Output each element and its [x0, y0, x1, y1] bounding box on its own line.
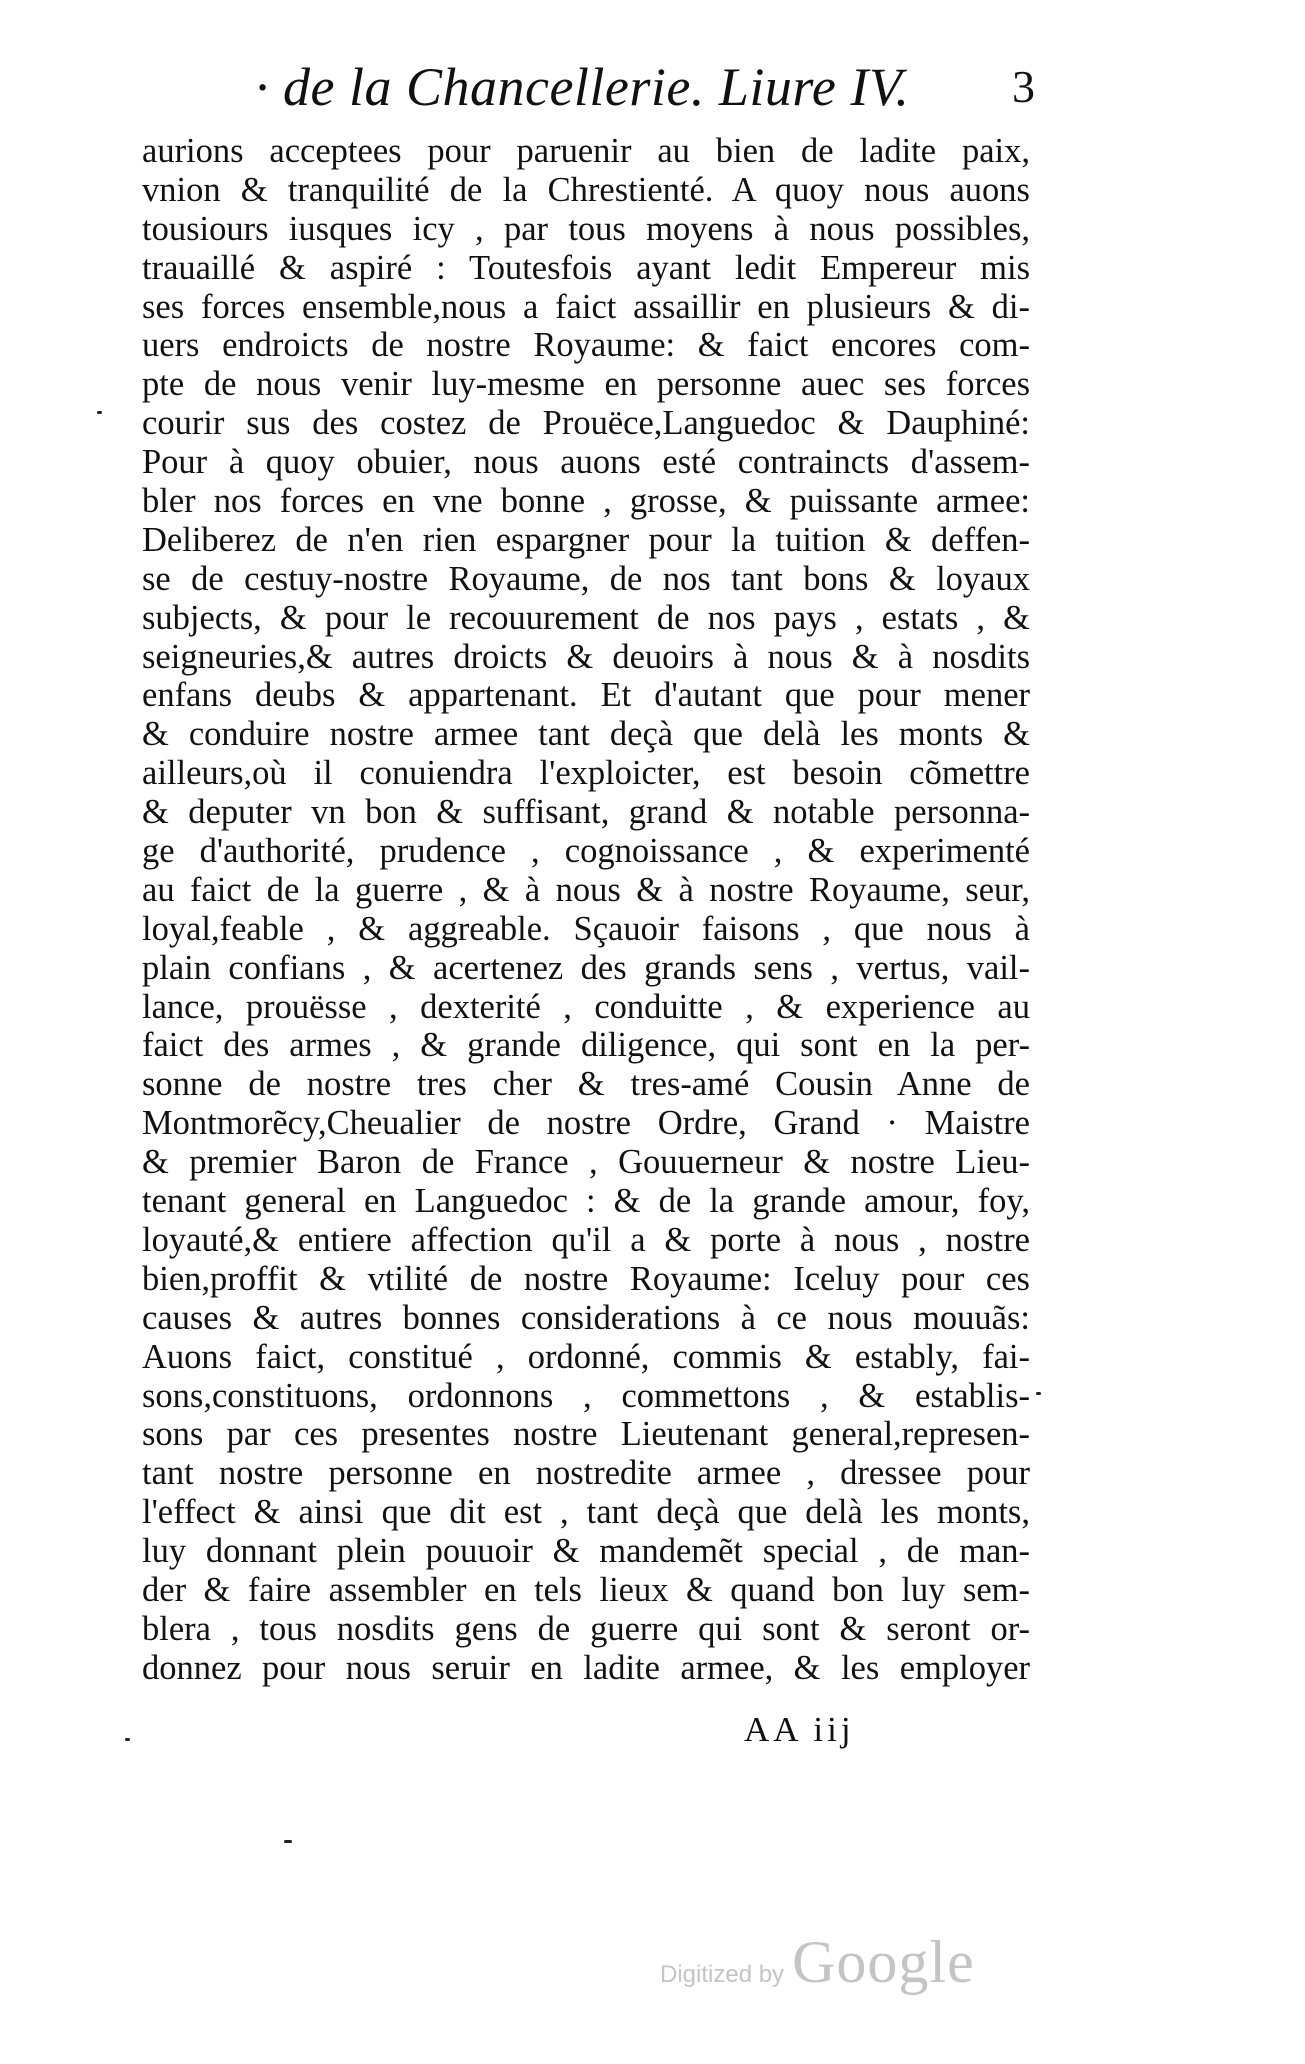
signature-mark: AA iij [744, 1710, 855, 1749]
text-line: sonne de nostre tres cher & tres-amé Cousin Anne de [142, 1065, 1030, 1104]
text-line: pte de nous venir luy-mesme en personne auec ses forces [142, 365, 1030, 404]
text-line: tenant general en Languedoc : & de la grande amour, foy, [142, 1182, 1030, 1221]
text-line: tousiours iusques icy , par tous moyens à nous possibles, [142, 209, 1030, 248]
page-number: 3 [1012, 61, 1035, 112]
text-line: sons,constituons, ordonnons , commettons , & establis- [142, 1376, 1030, 1415]
text-line: l'effect & ainsi que dit est , tant deçà que delà les monts, [142, 1493, 1030, 1532]
digitized-by-text: Digitized by [660, 1961, 785, 1988]
text-line: & conduire nostre armee tant deçà que delà les monts & [142, 715, 1030, 754]
text-line: subjects, & pour le recouurement de nos pays , estats , & [142, 598, 1030, 637]
text-line: causes & autres bonnes considerations à ce nous mouuãs: [142, 1298, 1030, 1337]
text-line: donnez pour nous seruir en ladite armee, & les employer [142, 1648, 1030, 1687]
text-line: courir sus des costez de Prouëce,Languedoc & Dauphiné: [142, 404, 1030, 443]
text-line: tant nostre personne en nostredite armee , dressee pour [142, 1454, 1030, 1493]
text-line: vnion & tranquilité de la Chrestienté. A quoy nous auons [142, 170, 1030, 209]
print-speck [125, 1738, 130, 1741]
text-line: lance, prouësse , dexterité , conduitte , & experience au [142, 987, 1030, 1026]
text-line: & deputer vn bon & suffisant, grand & notable personna- [142, 793, 1030, 832]
text-line: ses forces ensemble,nous a faict assaillir en plusieurs & di- [142, 287, 1030, 326]
print-speck [1036, 1392, 1041, 1395]
body-text [142, 132, 1030, 1688]
text-line: aurions acceptees pour paruenir au bien de ladite paix, [142, 132, 1030, 170]
text-line: blera , tous nosdits gens de guerre qui sont & seront or- [142, 1609, 1030, 1648]
text-line: luy donnant plein pouuoir & mandemẽt special , de man- [142, 1532, 1030, 1571]
text-line: Montmorẽcy,Cheualier de nostre Ordre, Grand · Maistre [142, 1104, 1030, 1143]
text-line: der & faire assembler en tels lieux & quand bon luy sem- [142, 1570, 1030, 1609]
text-line: loyauté,& entiere affection qu'il a & porte à nous , nostre [142, 1220, 1030, 1259]
text-line: bien,proffit & vtilité de nostre Royaume: Iceluy pour ces [142, 1259, 1030, 1298]
running-head-title: · de la Chancellerie. Liure IV. [255, 57, 910, 117]
print-speck [284, 1840, 292, 1843]
text-line: Pour à quoy obuier, nous auons esté contraincts d'assem- [142, 443, 1030, 482]
text-line: seigneuries,& autres droicts & deuoirs à nous & à nosdits [142, 637, 1030, 676]
digitized-by-watermark [660, 1928, 975, 1997]
text-line: plain confians , & acertenez des grands sens , vertus, vail- [142, 948, 1030, 987]
text-line: ge d'authorité, prudence , cognoissance , & experimenté [142, 832, 1030, 871]
text-line: loyal,feable , & aggreable. Sçauoir faisons , que nous à [142, 909, 1030, 948]
text-line: bler nos forces en vne bonne , grosse, & puissante armee: [142, 482, 1030, 521]
text-line: Auons faict, constitué , ordonné, commis & estably, fai- [142, 1337, 1030, 1376]
text-line: enfans deubs & appartenant. Et d'autant que pour mener [142, 676, 1030, 715]
text-line: trauaillé & aspiré : Toutesfois ayant ledit Empereur mis [142, 248, 1030, 287]
running-head [255, 56, 1035, 126]
text-line: uers endroicts de nostre Royaume: & faict encores com- [142, 326, 1030, 365]
text-line: au faict de la guerre , & à nous & à nostre Royaume, seur, [142, 870, 1030, 909]
text-line: se de cestuy-nostre Royaume, de nos tant bons & loyaux [142, 559, 1030, 598]
google-logo: Google [792, 1929, 975, 1995]
text-line: Deliberez de n'en rien espargner pour la tuition & deffen- [142, 520, 1030, 559]
text-line: faict des armes , & grande diligence, qui sont en la per- [142, 1026, 1030, 1065]
text-line: ailleurs,où il conuiendra l'exploicter, est besoin cõmettre [142, 754, 1030, 793]
text-line: & premier Baron de France , Gouuerneur & nostre Lieu- [142, 1143, 1030, 1182]
print-speck [97, 411, 102, 414]
text-line: sons par ces presentes nostre Lieutenant general,represen- [142, 1415, 1030, 1454]
